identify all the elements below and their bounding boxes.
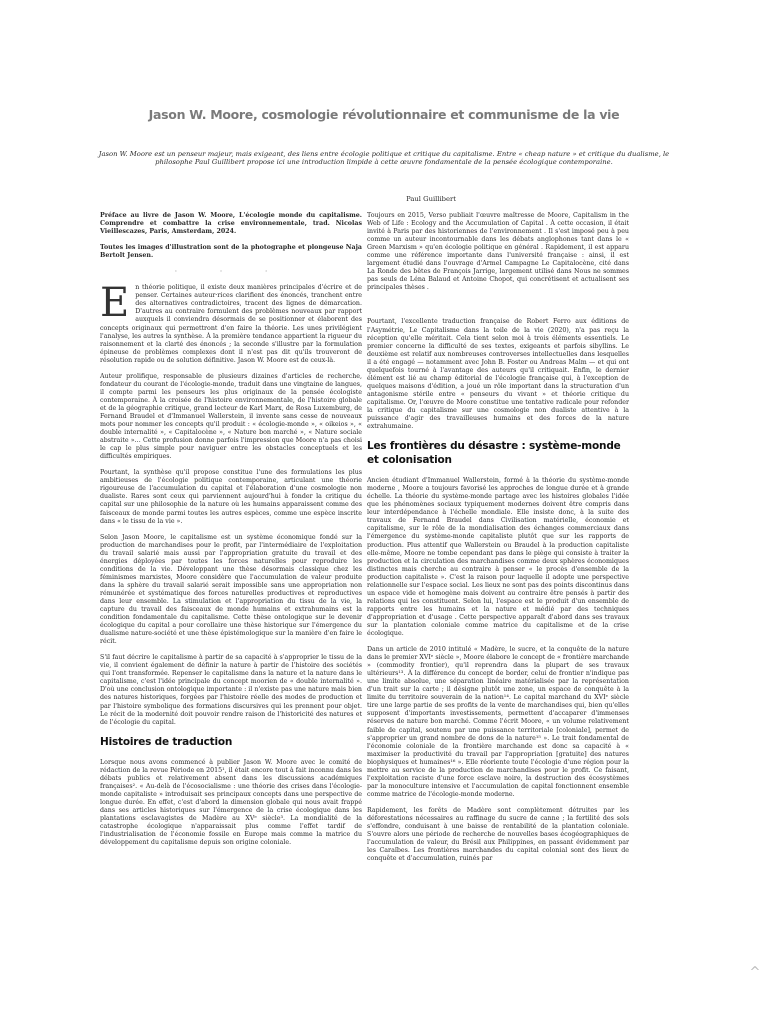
body-paragraph: Pourtant, l'excellente traduction française de Robert Ferro aux éditions de l'Asymétrie, Le Capitalisme dans la toile de la vie (2020), n'a pas reçu la réception qu'elle méritait. Cela tient selon moi à trois éléments essentiels. Le premier concerne la difficulté de ses textes, exigeants et parfois sibyllins. Le deuxième est relatif aux nombreuses controverses intellectuelles dans lesquelles il a été engagé — notamment avec John B. Foster ou Andreas Malm — et qui ont quelquefois tourné à l'avantage des auteurs qu'il critiquait. Enfin, le dernier élément est lié au champ éditorial de l'écologie française qui, à l'exception de quelques maisons d'édition, a joué un rôle important dans la structuration d'un antagonisme stérile entre « penseurs du vivant » et théorie critique du capitalisme. Or, l'œuvre de Moore constitue une tentative radicale pour refonder la critique du capitalisme sur une cosmologie non dualiste attentive à la puissance d'agir des travailleuses humains et des forces de la nature extrahumaine.: [367, 318, 629, 431]
drop-cap: E: [100, 280, 130, 327]
body-paragraph: S'il faut décrire le capitalisme à partir de sa capacité à s'approprier le tissu de la vie, il convient également de définir la nature à partir de l'histoire des sociétés qui l'ont transformée. Repenser le capitalisme dans la nature et la nature dans le capitalisme, c'est l'idée principale du concept moorien de « double internalité ». D'où une conclusion ontologique importante : il n'existe pas une nature mais bien des natures historiques, forgées par l'histoire réelle des modes de production et par l'histoire symbolique des formations discursives qui les prennent pour objet. Le récit de la modernité doit pouvoir rendre raison de l'historicité des natures et de l'écologie du capital.: [100, 654, 362, 726]
section-heading-traduction: Histoires de traduction: [100, 735, 233, 748]
body-paragraph: Selon Jason Moore, le capitalisme est un système économique fondé sur la production de marchandises pour le profit, par l'intermédiaire de l'exploitation du travail salarié mais aussi par l'appropriation gratuite du travail et des énergies déployées par toutes les forces naturelles pour reproduire les conditions de la vie. Développant une thèse désormais classique chez les féminismes marxistes, Moore considère que l'accumulation de valeur produite dans la sphère du travail salarié serait impossible sans une appropriation non rémunérée et systématique des forces naturelles productives et reproductives dans leur ensemble. La stimulation et l'appropriation du tissu de la vie, la capture du travail des faisceaux de monde humains et extrahumains est la condition fondamentale du capitalisme. Cette thèse ontologique sur le devenir écologique du capital a pour corollaire une thèse historique sur l'émergence du dualisme nature-société et une thèse épistémologique sur la manière d'en faire le récit.: [100, 533, 362, 646]
intro-paragraph: [100, 280, 362, 364]
body-paragraph: Ancien étudiant d'Immanuel Wallerstein, formé à la théorie du système-monde moderne , Moore a toujours favorisé les approches de longue durée et à grande échelle. La théorie du système-monde partage avec les histoires globales l'idée que les phénomènes sociaux typiquement modernes doivent être compris dans leur interdépendance à l'échelle mondiale. Elle insiste donc, à la suite des travaux de Fernand Braudel dans Civilisation matérielle, économie et capitalisme, sur le rôle de la mondialisation des échanges commerciaux dans l'émergence du système-monde capitaliste plutôt que sur les rapports de production. Plus attentif que Wallerstein ou Braudel à la production capitaliste elle-même, Moore ne tombe cependant pas dans le piège qui consiste à traiter la production et la circulation des marchandises comme deux sphères économiques distinctes mais cherche au contraire à penser « le procès d'ensemble de la production capitaliste ». C'est la raison pour laquelle il adopte une perspective relationnelle sur l'espace social. Les lieux ne sont pas des points discontinus dans un espace vide et homogène mais doivent au contraire être pensés à partir des relations qui les constituent. Selon lui, l'espace est le produit d'un ensemble de rapports entre les humains et la nature et médié par des techniques d'appropriation et d'usage . Cette perspective apparaît d'abord dans ses travaux sur la plantation coloniale comme matrice du capitalisme et de la crise écologique.: [367, 477, 629, 638]
article-left-column: [100, 212, 362, 855]
body-paragraph: Auteur prolifique, responsable de plusieurs dizaines d'articles de recherche, fondateur du courant de l'écologie-monde, traduit dans une vingtaine de langues, il compte parmi les penseurs les plus originaux de la pensée écologiste contemporaine. À la croisée de l'histoire environnementale, de l'histoire globale et de la géographie critique, grand lecteur de Karl Marx, de Rosa Luxemburg, de Fernand Braudel et d'Immanuel Wallerstein, il invente sans cesse de nouveaux mots pour nommer les concepts qu'il produit : « écologie-monde », « oikeios », « double internalité », « Capitalocène », « Nature bon marché », « Nature sociale abstraite »… Cette profusion donne parfois l'impression que Moore n'a pas choisi le cap le plus simple pour naviguer entre les obstacles conceptuels et les difficultés empiriques.: [100, 372, 362, 461]
body-paragraph: Pourtant, la synthèse qu'il propose constitue l'une des formulations les plus ambitieuses de l'écologie politique contemporaine, articulant une théorie rigoureuse de l'accumulation du capital et l'élaboration d'une cosmologie non dualiste. Rares sont ceux qui parviennent aujourd'hui à fonder la critique du capital sur une philosophie de la nature où les humains apparaissent comme des faisceaux de monde parmi toutes les autres espèces, comme une espèce inscrite dans « le tissu de la vie ».: [100, 469, 362, 525]
scroll-to-top-icon[interactable]: ^: [749, 965, 761, 980]
preface-note: Préface au livre de Jason W. Moore, L'écologie monde du capitalisme. Comprendre et combattre la crise environnementale, trad. Nicolas Vieillescazes, Paris, Amsterdam, 2024.: [100, 212, 362, 236]
section-heading-frontieres: Les frontières du désastre : système-monde et colonisation: [367, 440, 621, 467]
body-paragraph: Rapidement, les forêts de Madère sont complètement détruites par les déforestations nécessaires au raffinage du sucre de canne ; la fertilité des sols s'effondre, conduisant à une baisse de rentabilité de la plantation coloniale. S'ouvre alors une période de recherche de nouvelles bases écogéographiques de l'accumulation de valeur, du Brésil aux Philippines, en passant évidemment par les Caraïbes. Les frontières marchandes du capital colonial sont des lieux de conquête et d'accumulation, ruinés par: [367, 806, 629, 863]
body-paragraph: Toujours en 2015, Verso publiait l'œuvre maîtresse de Moore, Capitalism in the Web of Life : Ecology and the Accumulation of Capital . À cette occasion, il était invité à Paris par des historiennes de l'environnement . Il s'est imposé peu à peu comme un auteur incontournable dans les débats anglophones tant dans le « Green Marxism » qu'en écologie politique en général . Rapidement, il est apparu comme une référence importante dans l'université française : ainsi, il est largement étudié dans l'ouvrage d'Armel Campagne Le Capitalocène, cité dans La Ronde des bêtes de François Jarrige, largement utilisé dans Nous ne sommes pas seuls de Léna Balaud et Antoine Chopot, qui concrétisent et actualisent ses principales thèses .: [367, 212, 629, 292]
section-separator: · · ·: [174, 267, 288, 277]
article-title: Jason W. Moore, cosmologie révolutionnaire et communisme de la vie: [148, 107, 620, 122]
article-right-column: [367, 212, 629, 871]
article-author: Paul Guillibert: [406, 195, 456, 203]
intro-text: n théorie politique, il existe deux manières principales d'écrire et de penser. Certaines auteur·rices clarifient des énoncés, tranchent entre des alternatives contradictoires, tracent des lignes de démarcation. D'autres au contraire formulent des problèmes nouveaux par rapport auxquels il conviendra désormais de se positionner et élaborent des concepts originaux qui permettront d'en faire la théorie. Les unes privilégient l'analyse, les autres la synthèse. À la première tendance appartient la rigueur du raisonnement et la clarté des énoncés ; la seconde s'illustre par la formulation épineuse de problèmes complexes dont il n'est pas dit qu'ils trouveront de résolution rapide ou de solution définitive. Jason W. Moore est de ceux-là.: [100, 284, 362, 364]
article-lede: Jason W. Moore est un penseur majeur, mais exigeant, des liens entre écologie politique et critique du capitalisme. Entre « cheap nature » et critique du dualisme, le philosophe Paul Guillibert propose ici une introduction limpide à cette œuvre fondamentale de la pensée écologique contemporaine.: [98, 150, 670, 167]
body-paragraph: Lorsque nous avons commencé à publier Jason W. Moore avec le comité de rédaction de la revue Période en 2015¹, il était encore tout à fait inconnu dans les débats publics et relativement absent dans les discussions académiques françaises². « Au-delà de l'écosocialisme : une théorie des crises dans l'écologie-monde capitaliste » introduisait ses principaux concepts dans une perspective de longue durée. En effet, c'est d'abord la dimension globale qui nous avait frappé dans ses articles historiques sur l'émergence de la crise écologique dans les plantations esclavagistes de Madère au XVᵉ siècle³. La mondialité de la catastrophe écologique n'apparaissait plus comme l'effet tardif de l'industrialisation de l'économie fossile en Europe mais comme la matrice du développement du capitalisme depuis son origine coloniale.: [100, 758, 362, 847]
images-credit: Toutes les images d'illustration sont de la photographe et plongeuse Naja Bertolt Jensen.: [100, 244, 362, 260]
body-paragraph: Dans un article de 2010 intitulé « Madère, le sucre, et la conquête de la nature dans le premier XVIᵉ siècle », Moore élabore le concept de « frontière marchande » (commodity frontier), qu'il reprendra dans la plupart de ses travaux ultérieurs¹³. À la différence du concept de border, celui de frontier n'indique pas une limite absolue, une séparation linéaire matérialisée par la représentation d'un trait sur la carte ; il désigne plutôt une zone, un espace de conquête à la limite du territoire souverain de la nation¹⁴. Le capital marchand du XVIᵉ siècle tire une large partie de ses profits de la vente de marchandises qui, bien qu'elles supposent d'importants investissements, permettent d'accaparer d'immenses réserves de nature bon marché. Comme l'écrit Moore, « un volume relativement faible de capital, soutenu par une puissance territoriale [coloniale], permet de s'approprier un grand nombre de dons de la nature¹⁵ ». Le trait fondamental de l'économie coloniale de la frontière marchande est donc sa capacité à « maximiser la productivité du travail par l'appropriation [gratuite] des natures biophysiques et humaines¹⁶ ». Elle réoriente toute l'écologie d'une région pour la mettre au service de la production de marchandises pour le profit. Ce faisant, l'exploitation raciste d'une force esclave noire, la destruction des écosystèmes par la monoculture intensive et l'accumulation de capital fonctionnent ensemble comme matrice de l'écologie-monde moderne.: [367, 646, 629, 798]
